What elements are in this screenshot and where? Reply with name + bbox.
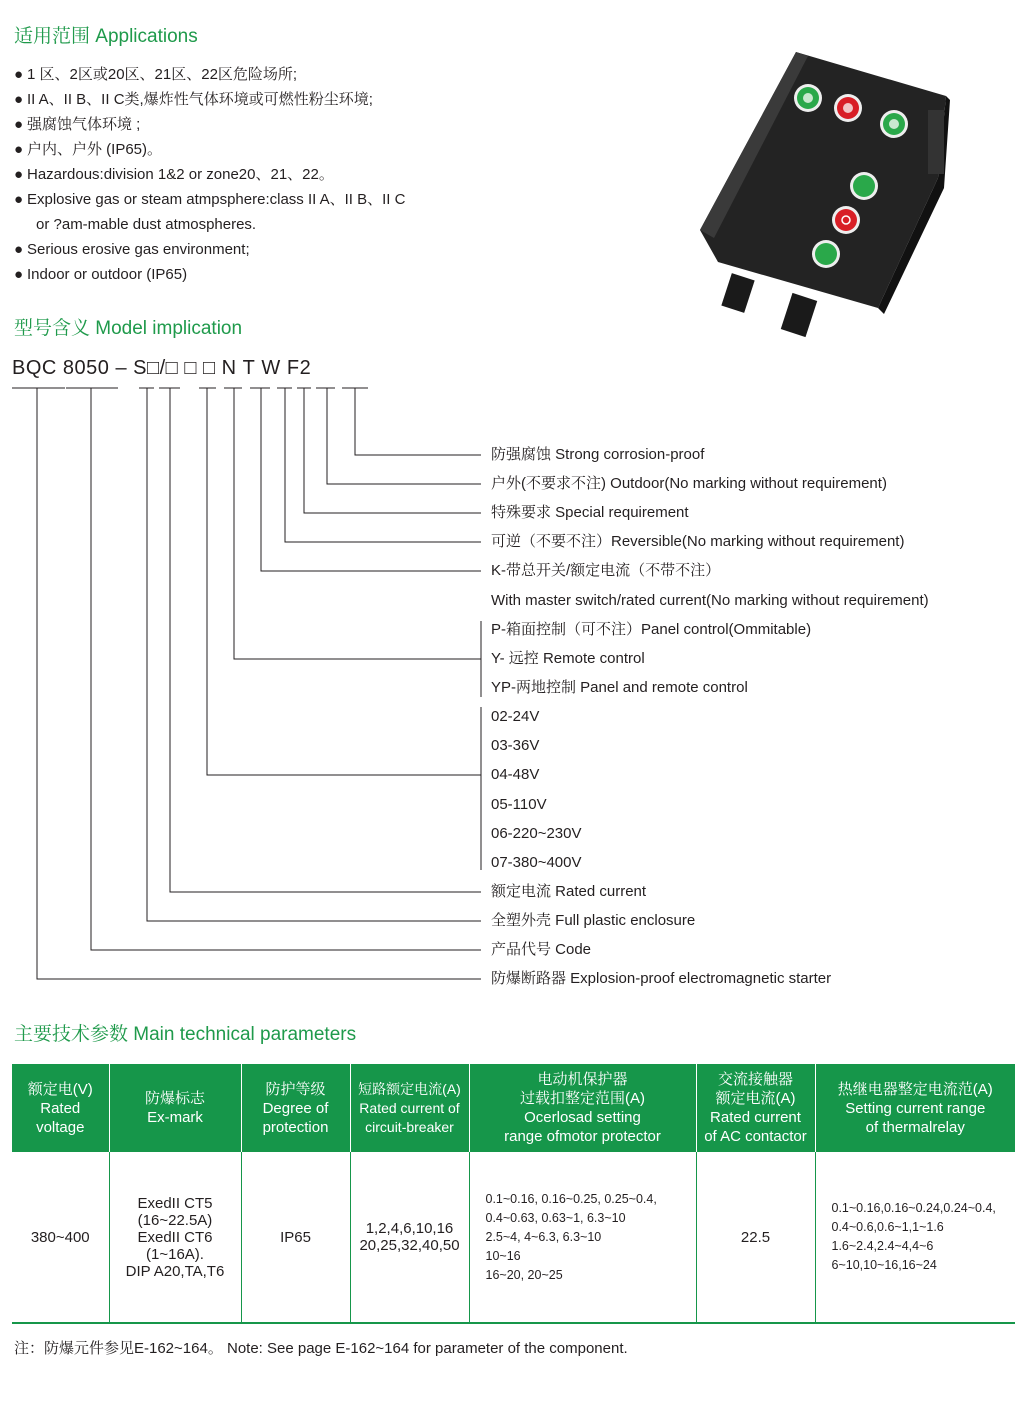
legend-plastic-enclosure: 全塑外壳 Full plastic enclosure (491, 912, 696, 929)
cell-motor-protector: 0.1~0.16, 0.16~0.25, 0.25~0.4, 0.4~0.63, 0.63~1, 6.3~10 2.5~4, 4~6.3, 6.3~10 10~16 16~20, 20~25 (469, 1152, 696, 1323)
legend-remote-control: Y- 远控 Remote control (491, 650, 645, 667)
cell-thermal-relay: 0.1~0.16,0.16~0.24,0.24~0.4, 0.4~0.6,0.6~1,1~1.6 1.6~2.4,2.4~4,4~6 6~10,10~16,16~24 (815, 1152, 1015, 1323)
model-code-part: – (115, 357, 128, 379)
legend-starter: 防爆断路器 Explosion-proof electromagnetic starter (491, 970, 832, 987)
model-code-part: □ (202, 357, 216, 379)
params-heading: 主要技术参数 Main technical parameters (14, 1024, 357, 1045)
header-motor-protector: 电动机保护器 过载扣整定范围(A) Ocerlosad setting range ofmotor protector (469, 1064, 696, 1152)
header-exmark: 防爆标志 Ex-mark (109, 1064, 241, 1152)
table-row (12, 1152, 1015, 1323)
model-heading: 型号含义 Model implication (14, 318, 243, 339)
table-header-row (12, 1064, 1015, 1152)
list-item: ● Serious erosive gas environment; (14, 241, 250, 258)
legend-voltage-04: 04-48V (491, 766, 540, 783)
header-thermal-relay: 热继电器整定电流范(A) Setting current range of thermalrelay (815, 1064, 1015, 1152)
legend-code: 产品代号 Code (491, 941, 592, 958)
header-voltage: 额定电(V) Rated voltage (12, 1064, 109, 1152)
params-table (12, 1064, 1015, 1324)
applications-list (14, 62, 405, 287)
legend-strong-corrosion: 防强腐蚀 Strong corrosion-proof (491, 446, 705, 463)
model-code-part: □ (165, 357, 179, 379)
list-item: ● 强腐蚀气体环境 ; (14, 116, 141, 133)
header-contactor: 交流接触器 额定电流(A) Rated current of AC contactor (696, 1064, 815, 1152)
legend-master-switch: K-带总开关/额定电流（不带不注） (491, 562, 721, 579)
model-code-part: □ (147, 357, 160, 379)
legend-voltage-02: 02-24V (491, 708, 540, 725)
list-item: ● II A、II B、II C类,爆炸性气体环境或可燃性粉尘环境; (14, 91, 373, 108)
model-code (12, 357, 311, 380)
model-code-part: T (242, 357, 256, 379)
cell-exmark: ExedII CT5 (16~22.5A) ExedII CT6 (1~16A). DIP A20,TA,T6 (109, 1152, 241, 1323)
cell-breaker: 1,2,4,6,10,16 20,25,32,40,50 (350, 1152, 469, 1323)
model-code-part: / (159, 357, 166, 379)
list-item: ● Hazardous:division 1&2 or zone20、21、22。 (14, 166, 334, 183)
cell-voltage: 380~400 (12, 1152, 109, 1323)
list-item: ● Explosive gas or steam atmpsphere:class II A、II B、II C or ?am-mable dust atmospheres. (14, 187, 405, 237)
list-item-continuation: or ?am-mable dust atmospheres. (36, 216, 257, 233)
model-code-part: S (133, 357, 147, 379)
legend-special: 特殊要求 Special requirement (491, 504, 689, 521)
model-code-part: 8050 (62, 357, 110, 379)
legend-master-switch-en: With master switch/rated current(No marking without requirement) (491, 592, 929, 609)
model-code-part: □ (184, 357, 197, 379)
legend-voltage-03: 03-36V (491, 737, 540, 754)
legend-panel-control: P-箱面控制（可不注）Panel control(Ommitable) (491, 621, 812, 638)
legend-reversible: 可逆（不要不注）Reversible(No marking without requirement) (491, 533, 905, 550)
model-code-part: BQC (12, 357, 57, 379)
model-code-part: F2 (286, 357, 312, 379)
list-item: ● 户内、户外 (IP65)。 (14, 141, 163, 158)
applications-heading: 适用范围 Applications (14, 26, 198, 47)
model-code-part: W (261, 357, 281, 379)
legend-rated-current: 额定电流 Rated current (491, 883, 647, 900)
explosion-proof-control-box-image (688, 48, 950, 346)
footnote: 注：防爆元件参见E-162~164。 Note: See page E-162~164 for parameter of the component. (14, 1340, 628, 1357)
legend-voltage-06: 06-220~230V (491, 825, 582, 842)
list-item: ● Indoor or outdoor (IP65) (14, 266, 188, 283)
legend-voltage-05: 05-110V (491, 796, 547, 813)
header-breaker: 短路额定电流(A) Rated current of circuit-breaker (350, 1064, 469, 1152)
header-protection: 防护等级 Degree of protection (241, 1064, 350, 1152)
model-code-part: N (221, 357, 237, 379)
list-item: ● 1 区、2区或20区、21区、22区危险场所; (14, 66, 298, 83)
legend-outdoor: 户外(不要求不注) Outdoor(No marking without requirement) (491, 475, 887, 492)
legend-two-place-control: YP-两地控制 Panel and remote control (491, 679, 748, 696)
cell-contactor: 22.5 (696, 1152, 815, 1323)
cell-protection: IP65 (241, 1152, 350, 1323)
legend-voltage-07: 07-380~400V (491, 854, 582, 871)
